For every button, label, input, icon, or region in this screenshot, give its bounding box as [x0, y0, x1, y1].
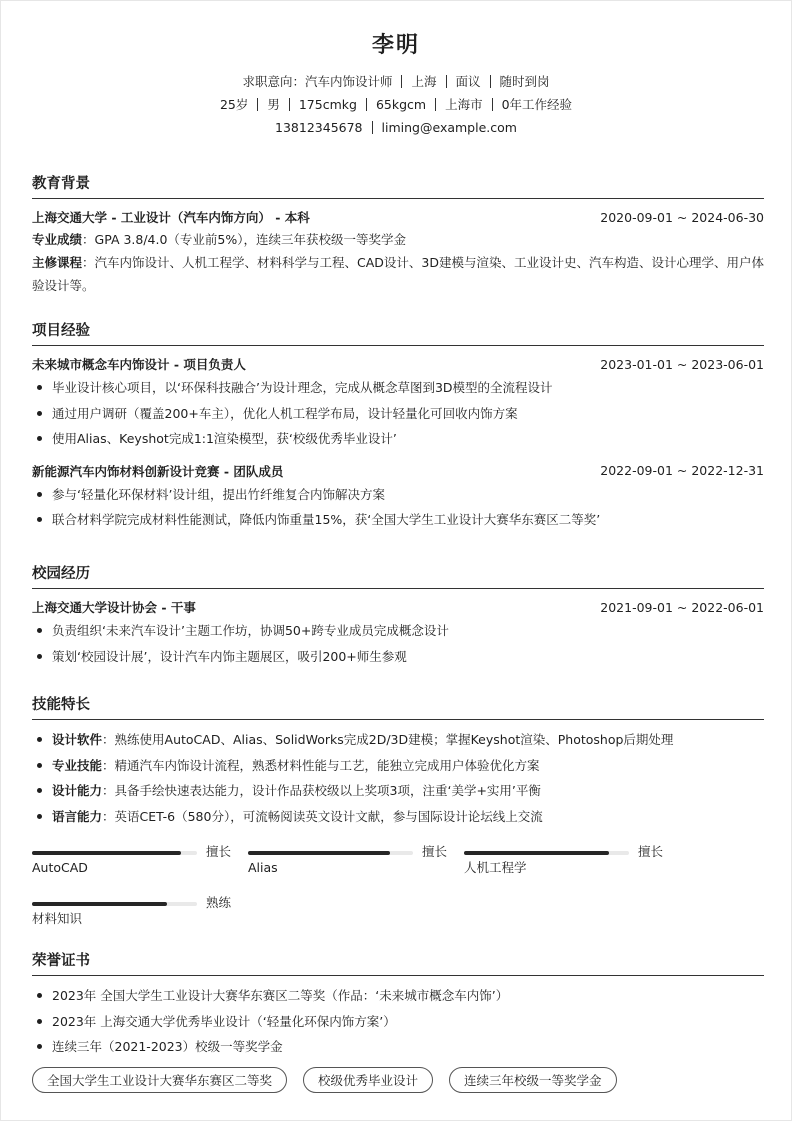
- candidate-name: 李明: [371, 33, 420, 58]
- email-address: liming@example.com: [381, 120, 517, 135]
- divider: [492, 98, 493, 111]
- course-text: ：汽车内饰设计、人机工程学、材料科学与工程、CAD设计、3D建模与渲染、工业设计史、汽车构造、设计心理学、用户体验设计等。: [32, 255, 765, 293]
- grade-label: 专业成绩: [32, 232, 83, 247]
- skill-level-label: 擅长: [422, 844, 448, 859]
- divider: [372, 121, 373, 134]
- list-item: [32, 753, 764, 779]
- basic-info-line: [1, 93, 791, 116]
- list-item: [32, 778, 764, 804]
- grade-line: [32, 228, 764, 251]
- list-item: [32, 804, 764, 830]
- skill-bar-fill: [32, 851, 181, 855]
- section-title: 校园经历: [32, 563, 764, 589]
- phone-number: 13812345678: [275, 120, 363, 135]
- spacer: [32, 452, 764, 460]
- height: 175cmkg: [298, 97, 357, 112]
- honor-badge: 校级优秀毕业设计: [303, 1067, 433, 1093]
- project-header: [32, 353, 764, 375]
- skill-level-ergonomics: [464, 845, 664, 881]
- project-header: [32, 460, 764, 482]
- project-bullets: [32, 375, 764, 452]
- project-item: [32, 460, 764, 533]
- honor-badge: 连续三年校级一等奖学金: [449, 1067, 617, 1093]
- date-range: 2021-09-01 ~ 2022-06-01: [600, 599, 764, 615]
- section-title: 教育背景: [32, 173, 764, 199]
- list-item: 参与‘轻量化环保材料’设计组，提出竹纤维复合内饰解决方案: [32, 482, 764, 508]
- grade-text: ：GPA 3.8/4.0（专业前5%），连续三年获校级一等奖学金: [82, 232, 407, 247]
- contact-line: [1, 116, 791, 139]
- education-section: [32, 173, 764, 297]
- honor-badge: 全国大学生工业设计大赛华东赛区二等奖: [32, 1067, 287, 1093]
- campus-section: [32, 563, 764, 669]
- skill-text: ：具备手绘快速表达能力，设计作品获校级以上奖项3项，注重‘美学+实用’平衡: [102, 783, 541, 798]
- skill-level-label: 熟练: [206, 895, 232, 910]
- resume-header: [1, 1, 791, 139]
- intent-availability: 随时到岗: [499, 74, 550, 89]
- job-intent: 求职意向：汽车内饰设计师: [242, 74, 393, 89]
- city: 上海市: [445, 97, 483, 112]
- honors-section: [32, 950, 764, 1093]
- divider: [289, 98, 290, 111]
- skill-level-label: 擅长: [206, 844, 232, 859]
- skill-text: ：英语CET-6（580分），可流畅阅读英文设计文献，参与国际设计论坛线上交流: [102, 808, 543, 824]
- skill-bar-fill: [248, 851, 390, 855]
- section-title: 荣誉证书: [32, 950, 764, 976]
- education-item-header: [32, 206, 764, 228]
- honor-bullets: [32, 983, 764, 1060]
- skill-level-grid: [32, 845, 764, 931]
- skill-label: 语言能力: [52, 808, 103, 824]
- skill-level-autocad: [32, 845, 232, 881]
- section-title: 技能特长: [32, 694, 764, 720]
- list-item: 策划‘校园设计展’，设计汽车内饰主题展区，吸引200+师生参观: [32, 644, 764, 670]
- skill-level-materials: [32, 896, 232, 932]
- course-line: [32, 251, 764, 297]
- skill-name: 人机工程学: [464, 860, 527, 875]
- campus-bullets: [32, 618, 764, 669]
- skill-name: AutoCAD: [32, 860, 88, 875]
- school-title: 上海交通大学 - 工业设计（汽车内饰方向） - 本科: [32, 210, 310, 225]
- age: 25岁: [219, 97, 249, 112]
- skill-bar-track: [32, 902, 197, 906]
- job-intent-line: [1, 70, 791, 93]
- projects-section: [32, 320, 764, 533]
- list-item: 负责组织‘未来汽车设计’主题工作坊，协调50+跨专业成员完成概念设计: [32, 618, 764, 644]
- skill-text: ：熟练使用AutoCAD、Alias、SolidWorks完成2D/3D建模；掌握Keyshot渲染、Photoshop后期处理: [102, 732, 674, 747]
- skill-bar-fill: [32, 902, 167, 906]
- campus-item-header: [32, 596, 764, 618]
- gender: 男: [267, 97, 280, 112]
- divider: [435, 98, 436, 111]
- skill-level-alias: [248, 845, 448, 881]
- weight: 65kgcm: [375, 97, 427, 112]
- list-item: 联合材料学院完成材料性能测试，降低内饰重量15%，获‘全国大学生工业设计大赛华东赛区二等奖’: [32, 507, 764, 533]
- intent-salary: 面议: [455, 74, 481, 89]
- date-range: 2022-09-01 ~ 2022-12-31: [600, 463, 764, 478]
- skill-text: ：精通汽车内饰设计流程，熟悉材料性能与工艺，能独立完成用户体验优化方案: [102, 757, 540, 773]
- skill-bar-fill: [464, 851, 609, 855]
- list-item: 2023年 上海交通大学优秀毕业设计（‘轻量化环保内饰方案’）: [32, 1009, 764, 1035]
- skill-name: Alias: [248, 860, 278, 875]
- list-item: 使用Alias、Keyshot完成1:1渲染模型，获‘校级优秀毕业设计’: [32, 426, 764, 452]
- work-experience: 0年工作经验: [501, 97, 573, 112]
- skill-label: 专业技能: [52, 757, 103, 773]
- divider: [257, 98, 258, 111]
- skill-bullets: [32, 727, 764, 829]
- skill-bar-track: [464, 851, 629, 855]
- list-item: 毕业设计核心项目，以‘环保科技融合’为设计理念，完成从概念草图到3D模型的全流程设计: [32, 375, 764, 401]
- course-label: 主修课程: [32, 255, 83, 270]
- intent-location: 上海: [411, 74, 437, 89]
- skill-bar-track: [248, 851, 413, 855]
- date-range: 2023-01-01 ~ 2023-06-01: [600, 356, 764, 372]
- skill-label: 设计能力: [52, 783, 103, 798]
- skills-section: [32, 694, 764, 931]
- list-item: [32, 727, 764, 753]
- list-item: 通过用户调研（覆盖200+车主），优化人机工程学布局，设计轻量化可回收内饰方案: [32, 401, 764, 427]
- divider: [490, 75, 491, 88]
- section-title: 项目经验: [32, 320, 764, 346]
- date-range: 2020-09-01 ~ 2024-06-30: [600, 209, 764, 225]
- skill-name: 材料知识: [32, 911, 83, 926]
- list-item: 连续三年（2021-2023）校级一等奖学金: [32, 1034, 764, 1060]
- project-item: [32, 353, 764, 452]
- organization-title: 上海交通大学设计协会 - 干事: [32, 600, 196, 615]
- honor-badges: [32, 1067, 764, 1093]
- divider: [446, 75, 447, 88]
- project-bullets: [32, 482, 764, 533]
- skill-bar-track: [32, 851, 197, 855]
- skill-level-label: 擅长: [638, 844, 664, 859]
- divider: [401, 75, 402, 88]
- list-item: 2023年 全国大学生工业设计大赛华东赛区二等奖（作品：‘未来城市概念车内饰’）: [32, 983, 764, 1009]
- divider: [366, 98, 367, 111]
- project-title: 未来城市概念车内饰设计 - 项目负责人: [32, 357, 246, 372]
- project-title: 新能源汽车内饰材料创新设计竞赛 - 团队成员: [32, 463, 284, 479]
- skill-label: 设计软件: [52, 732, 103, 747]
